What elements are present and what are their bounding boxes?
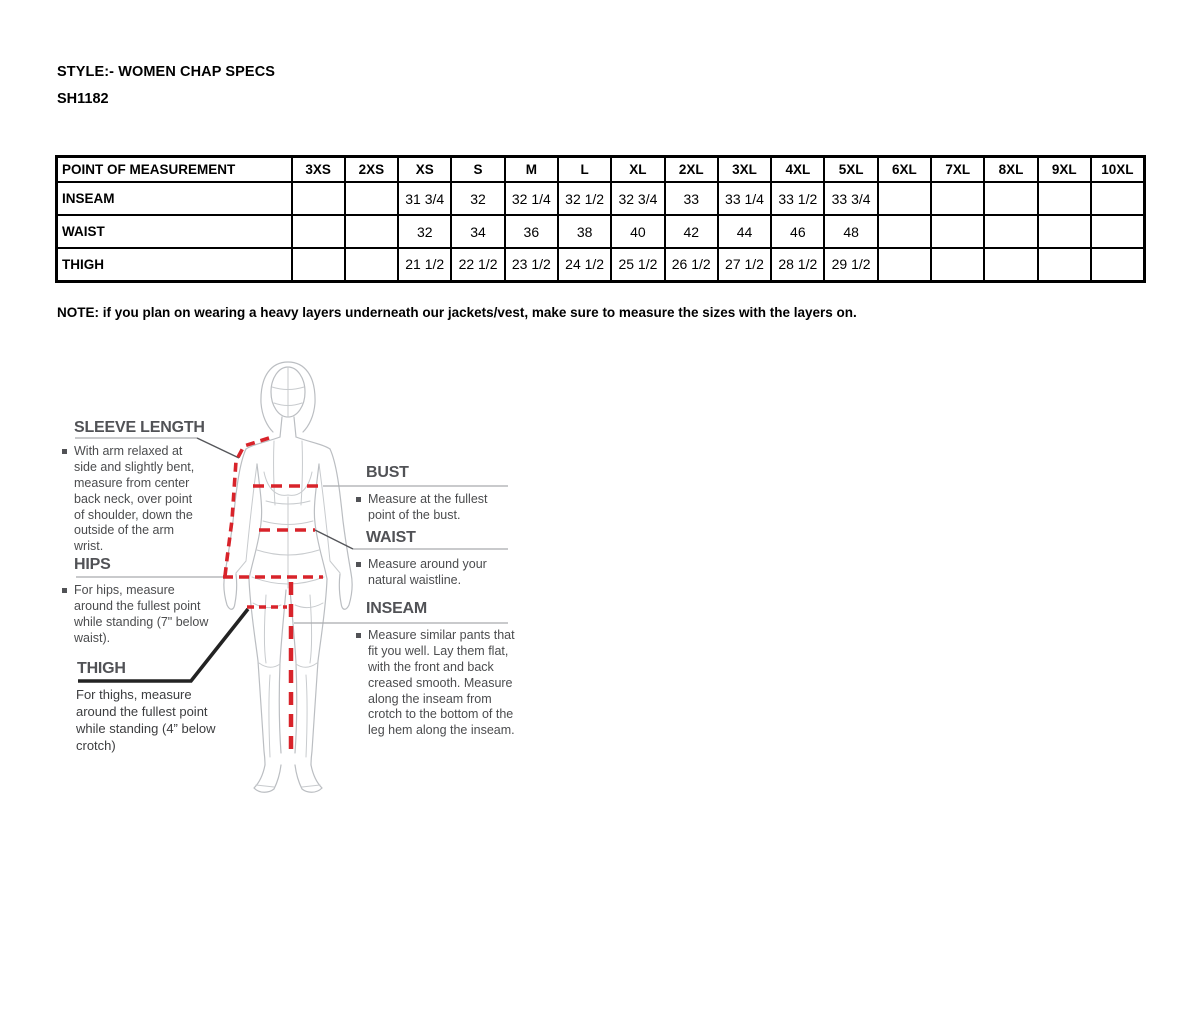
size-value-cell: 32	[451, 182, 504, 215]
size-value-cell	[292, 248, 345, 281]
size-value-cell: 23 1/2	[505, 248, 558, 281]
table-row-waist	[57, 215, 1145, 248]
col-header-size-2xs: 2XS	[345, 157, 398, 183]
waist-text: Measure around your natural waistline.	[368, 557, 487, 587]
bust-text: Measure at the fullest point of the bust.	[368, 492, 488, 522]
col-header-size-3xs: 3XS	[292, 157, 345, 183]
size-value-cell: 33	[665, 182, 718, 215]
inseam-heading: INSEAM	[366, 600, 428, 617]
size-value-cell: 36	[505, 215, 558, 248]
size-table	[55, 155, 1146, 283]
size-value-cell	[292, 215, 345, 248]
col-header-size-7xl: 7XL	[931, 157, 984, 183]
doc-title: STYLE:- WOMEN CHAP SPECS	[57, 64, 276, 80]
size-value-cell	[345, 182, 398, 215]
size-value-cell: 26 1/2	[665, 248, 718, 281]
size-value-cell: 48	[824, 215, 877, 248]
table-row-thigh	[57, 248, 1145, 281]
col-header-size-3xl: 3XL	[718, 157, 771, 183]
col-header-size-xl: XL	[611, 157, 664, 183]
size-chart-wrap	[55, 155, 1146, 283]
size-value-cell	[931, 215, 984, 248]
bullet-icon	[356, 497, 361, 502]
col-header-size-l: L	[558, 157, 611, 183]
size-value-cell	[1038, 182, 1091, 215]
doc-style-code: SH1182	[57, 91, 109, 107]
measurement-diagram	[60, 345, 580, 820]
size-value-cell	[931, 182, 984, 215]
hips-heading: HIPS	[74, 556, 111, 573]
size-value-cell	[1038, 248, 1091, 281]
col-header-size-4xl: 4XL	[771, 157, 824, 183]
size-value-cell: 32 1/2	[558, 182, 611, 215]
size-value-cell: 33 1/2	[771, 182, 824, 215]
col-header-size-2xl: 2XL	[665, 157, 718, 183]
row-label: WAIST	[57, 215, 292, 248]
size-value-cell: 21 1/2	[398, 248, 451, 281]
thigh-text: For thighs, measure around the fullest point while standing (4” below crotch)	[76, 687, 216, 753]
col-header-size-s: S	[451, 157, 504, 183]
size-value-cell: 34	[451, 215, 504, 248]
thigh-heading: THIGH	[77, 660, 126, 677]
bust-heading: BUST	[366, 464, 409, 481]
size-value-cell	[345, 248, 398, 281]
size-value-cell	[345, 215, 398, 248]
size-value-cell	[878, 182, 931, 215]
size-value-cell	[1091, 182, 1144, 215]
size-value-cell: 32 1/4	[505, 182, 558, 215]
note-text: NOTE: if you plan on wearing a heavy layers underneath our jackets/vest, make sure to measure the sizes with the layers on.	[57, 305, 857, 320]
size-value-cell: 29 1/2	[824, 248, 877, 281]
size-value-cell: 27 1/2	[718, 248, 771, 281]
col-header-size-xs: XS	[398, 157, 451, 183]
col-header-size-10xl: 10XL	[1091, 157, 1144, 183]
waist-heading: WAIST	[366, 529, 416, 546]
size-value-cell	[984, 248, 1037, 281]
row-label: INSEAM	[57, 182, 292, 215]
size-value-cell: 33 1/4	[718, 182, 771, 215]
size-value-cell: 44	[718, 215, 771, 248]
size-value-cell: 32	[398, 215, 451, 248]
size-value-cell: 42	[665, 215, 718, 248]
col-header-size-8xl: 8XL	[984, 157, 1037, 183]
col-header-point-of-measurement: POINT OF MEASUREMENT	[57, 157, 292, 183]
bullet-icon	[62, 588, 67, 593]
inseam-text: Measure similar pants that fit you well. Lay them flat, with the front and back creased smooth. Measure along the inseam from crotch to the bottom of the leg hem along the inseam.	[368, 628, 515, 738]
table-header-row	[57, 157, 1145, 183]
size-value-cell: 24 1/2	[558, 248, 611, 281]
bullet-icon	[356, 633, 361, 638]
size-value-cell: 40	[611, 215, 664, 248]
size-value-cell: 33 3/4	[824, 182, 877, 215]
size-value-cell: 31 3/4	[398, 182, 451, 215]
size-value-cell: 28 1/2	[771, 248, 824, 281]
sleeve-pointer-line	[197, 438, 239, 458]
size-value-cell: 22 1/2	[451, 248, 504, 281]
bullet-icon	[356, 562, 361, 567]
size-value-cell	[878, 215, 931, 248]
size-value-cell: 25 1/2	[611, 248, 664, 281]
col-header-size-m: M	[505, 157, 558, 183]
size-value-cell	[1091, 215, 1144, 248]
table-row-inseam	[57, 182, 1145, 215]
size-value-cell	[931, 248, 984, 281]
row-label: THIGH	[57, 248, 292, 281]
sleeve-length-heading: SLEEVE LENGTH	[74, 419, 205, 436]
col-header-size-9xl: 9XL	[1038, 157, 1091, 183]
col-header-size-6xl: 6XL	[878, 157, 931, 183]
size-value-cell: 46	[771, 215, 824, 248]
size-value-cell	[878, 248, 931, 281]
bullet-icon	[62, 449, 67, 454]
size-value-cell: 38	[558, 215, 611, 248]
hips-text: For hips, measure around the fullest point while standing (7" below waist).	[74, 583, 209, 645]
size-value-cell: 32 3/4	[611, 182, 664, 215]
size-value-cell	[1091, 248, 1144, 281]
size-value-cell	[1038, 215, 1091, 248]
waist-pointer-line	[315, 530, 353, 549]
size-value-cell	[984, 215, 1037, 248]
size-value-cell	[984, 182, 1037, 215]
sleeve-length-text: With arm relaxed at side and slightly bent, measure from center back neck, over point of shoulder, down the outside of the arm wrist.	[74, 444, 195, 554]
col-header-size-5xl: 5XL	[824, 157, 877, 183]
size-value-cell	[292, 182, 345, 215]
